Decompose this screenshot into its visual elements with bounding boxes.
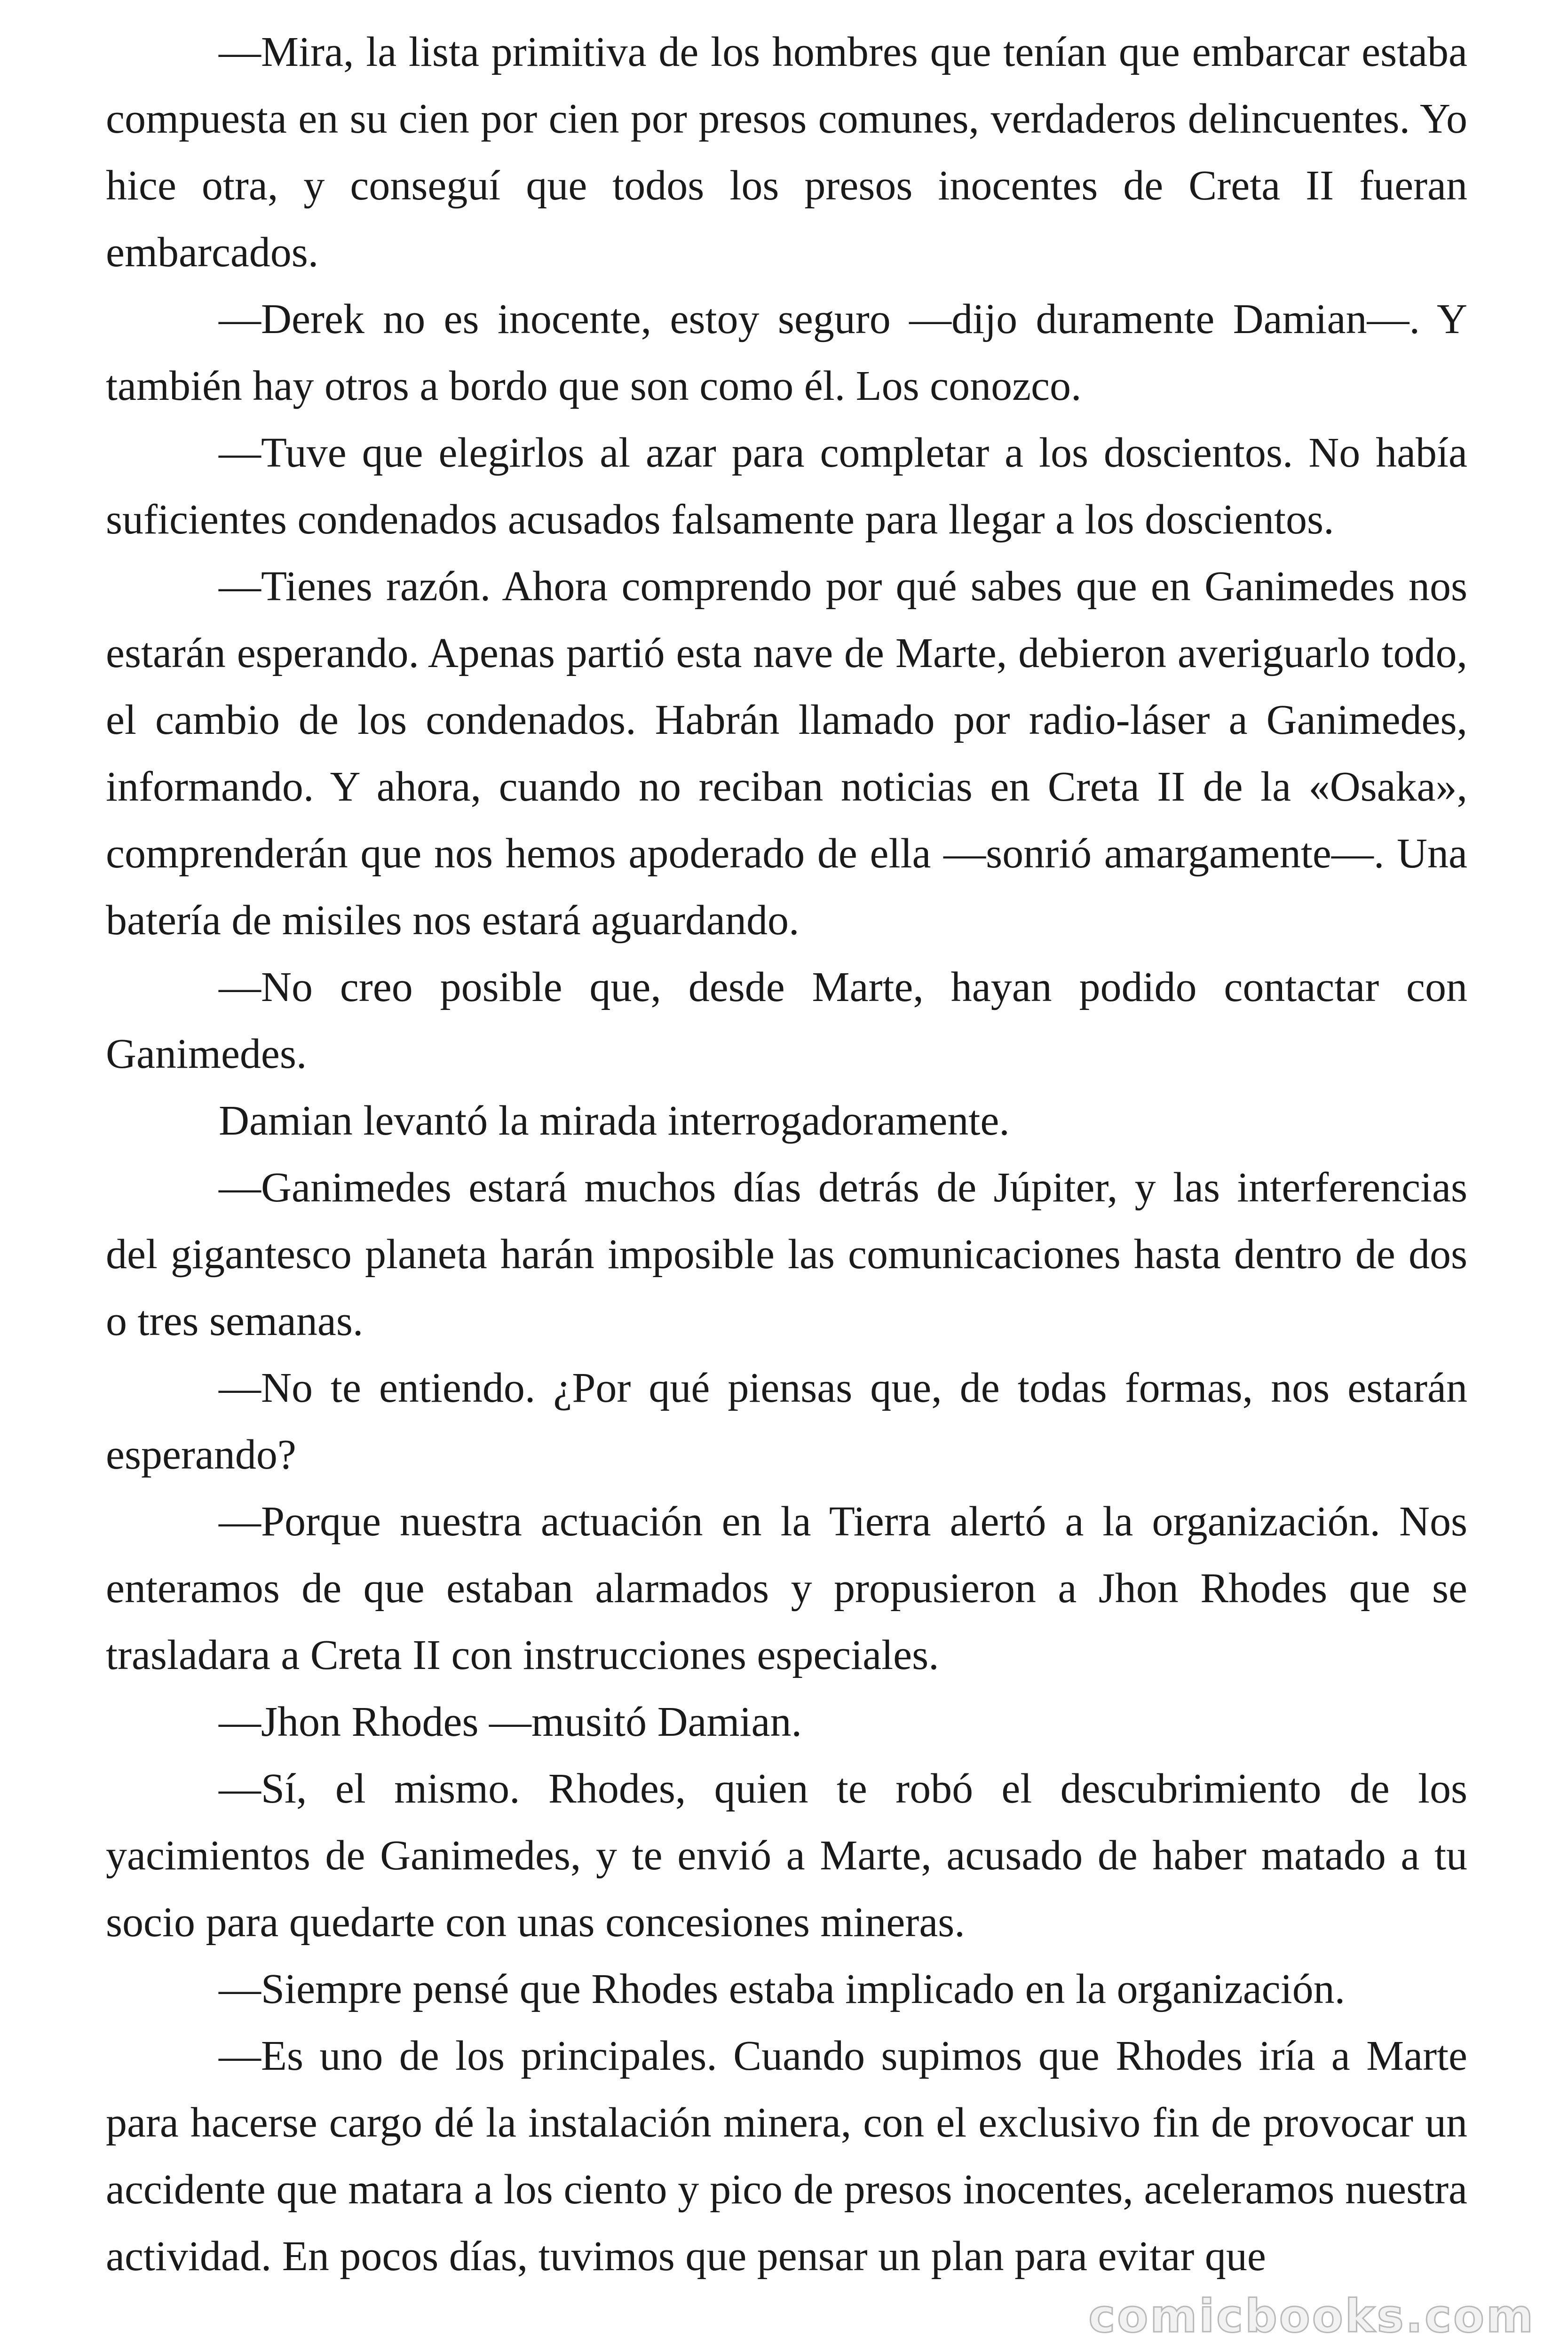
paragraph: —Es uno de los principales. Cuando supimos que Rhodes iría a Marte para hacerse cargo dé la instalación minera, con el exclusivo fin de provocar un accidente que matara a los ciento y pico de presos inocentes, aceleramos nuestra actividad. En pocos días, tuvimos que pensar un plan para evitar que <box>106 2033 1467 2280</box>
paragraph: —No te entiendo. ¿Por qué piensas que, de todas formas, nos estarán esperando? <box>106 1365 1467 1478</box>
book-page-text <box>106 19 1467 2290</box>
paragraph: Damian levantó la mirada interrogadoramente. <box>219 1097 1010 1144</box>
paragraph: —Tuve que elegirlos al azar para completar a los doscientos. No había suficientes condenados acusados falsamente para llegar a los doscientos. <box>106 429 1467 543</box>
paragraph: —Jhon Rhodes —musitó Damian. <box>219 1699 802 1745</box>
paragraph: —Derek no es inocente, estoy seguro —dijo duramente Damian—. Y también hay otros a bordo que son como él. Los conozco. <box>106 296 1467 409</box>
paragraph: —Mira, la lista primitiva de los hombres que tenían que embarcar estaba compuesta en su cien por cien por presos comunes, verdaderos delincuentes. Yo hice otra, y conseguí que todos los presos inocentes de Creta II fueran embarcados. <box>106 29 1467 276</box>
paragraph: —Ganimedes estará muchos días detrás de Júpiter, y las interferencias del gigantesco planeta harán imposible las comunicaciones hasta dentro de dos o tres semanas. <box>106 1164 1467 1344</box>
watermark: comicbooks.com <box>1088 2290 1535 2343</box>
paragraph: —Siempre pensé que Rhodes estaba implicado en la organización. <box>219 1966 1346 2012</box>
paragraph: —Sí, el mismo. Rhodes, quien te robó el descubrimiento de los yacimientos de Ganimedes, y te envió a Marte, acusado de haber matado a tu socio para quedarte con unas concesiones mineras. <box>106 1765 1467 1946</box>
paragraph: —No creo posible que, desde Marte, hayan podido contactar con Ganimedes. <box>106 964 1467 1077</box>
paragraph: —Tienes razón. Ahora comprendo por qué sabes que en Ganimedes nos estarán esperando. Apenas partió esta nave de Marte, debieron averiguarlo todo, el cambio de los condenados. Habrán llamado por radio-láser a Ganimedes, informando. Y ahora, cuando no reciban noticias en Creta II de la «Osaka», comprenderán que nos hemos apoderado de ella —sonrió amargamente—. Una batería de misiles nos estará aguardando. <box>106 563 1467 944</box>
paragraph: —Porque nuestra actuación en la Tierra alertó a la organización. Nos enteramos de que estaban alarmados y propusieron a Jhon Rhodes que se trasladara a Creta II con instrucciones especiales. <box>106 1498 1467 1678</box>
